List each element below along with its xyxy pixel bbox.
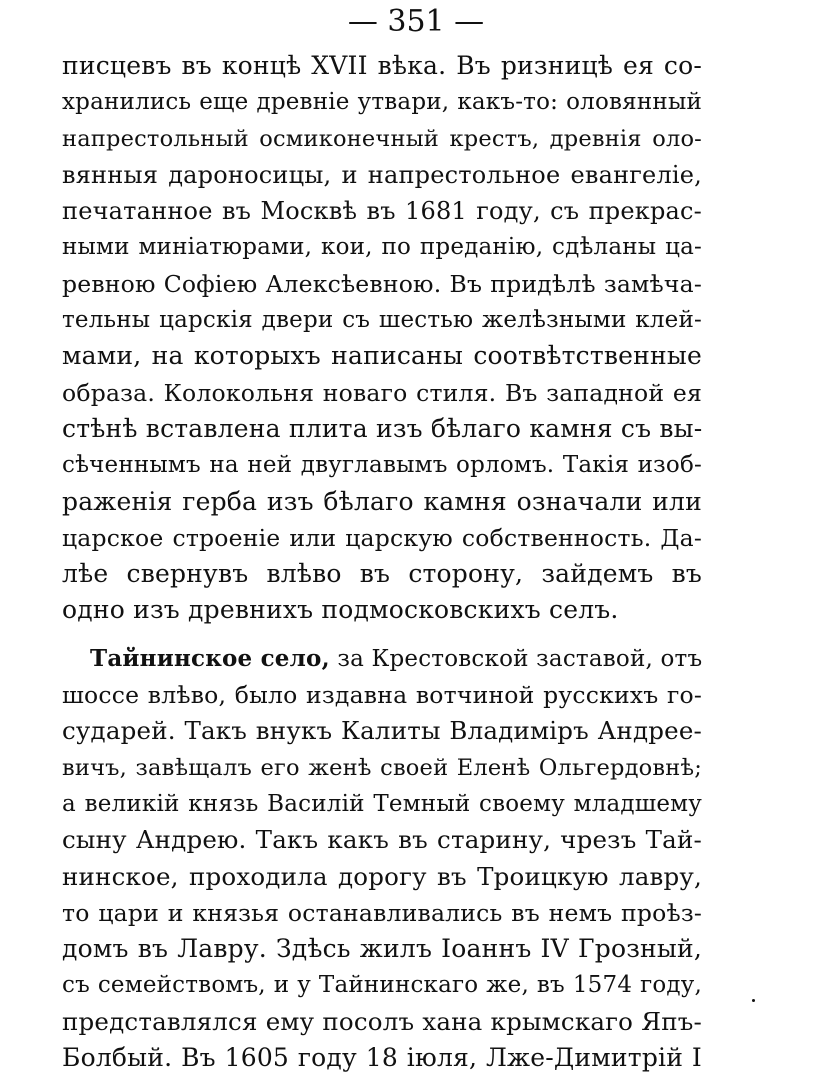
margin-speck xyxy=(752,999,755,1002)
text-line: напрестольный осмиконечный крестъ, древнія оло- xyxy=(62,125,702,152)
text-line: тельны царскія двери съ шестью желѣзными клей- xyxy=(62,307,702,334)
text-line: Болбый. Въ 1605 году 18 іюля, Лже-Димитрій I xyxy=(62,1043,702,1073)
text-line: шоссе влѣво, было издавна вотчиной русскихъ го- xyxy=(62,681,702,710)
text-fragment: за Крестовской заставой, отъ xyxy=(329,645,703,672)
page-number: — 351 — xyxy=(347,4,485,39)
text-line: лѣе свернувъ влѣво въ сторону, зайдемъ въ xyxy=(62,559,702,589)
text-line: стѣнѣ вставлена плита изъ бѣлаго камня съ вы- xyxy=(62,413,703,443)
text-line: домъ въ Лавру. Здѣсь жилъ Іоаннъ IV Грозный, xyxy=(62,934,702,964)
text-line xyxy=(62,641,702,677)
text-line: вичъ, завѣщалъ его женѣ своей Еленѣ Ольгердовнѣ; xyxy=(62,754,702,781)
text-line: сѣченнымъ на ней двуглавымъ орломъ. Такія изоб- xyxy=(62,452,702,479)
body-text xyxy=(62,48,702,1076)
paragraph-gap xyxy=(62,629,702,641)
text-line: образа. Колокольня новаго стиля. Въ западной ея xyxy=(62,378,702,407)
paragraph-1 xyxy=(62,48,702,629)
text-line: нинское, проходила дорогу въ Троицкую лавру, xyxy=(62,861,702,891)
text-line: хранились еще древніе утвари, какъ-то: оловянный xyxy=(62,89,702,116)
text-line: а великій князь Василій Темный своему младшему xyxy=(62,790,702,817)
text-line: представлялся ему посолъ хана крымскаго Япъ- xyxy=(62,1006,702,1036)
text-line: сударей. Такъ внукъ Калиты Владиміръ Андрее- xyxy=(62,716,702,746)
paragraph-lead: Тайнинское село, xyxy=(90,644,330,672)
text-line: одно изъ древнихъ подмосковскихъ селъ. xyxy=(62,595,619,625)
text-line: ными миніатюрами, кои, по преданію, сдѣланы ца- xyxy=(62,234,702,261)
text-line: съ семействомъ, и у Тайнинскаго же, въ 1574 году, xyxy=(62,972,702,999)
text-line: ревною Софіею Алексѣевною. Въ придѣлѣ замѣча- xyxy=(62,269,702,298)
text-line: то цари и князья останавливались въ немъ проѣз- xyxy=(62,898,702,927)
text-line: сыну Андрею. Такъ какъ въ старину, чрезъ Тай- xyxy=(62,825,702,855)
text-line: раженія герба изъ бѣлаго камня означали или xyxy=(62,486,702,516)
text-line: печатанное въ Москвѣ въ 1681 году, съ прекрас- xyxy=(62,197,702,226)
paragraph-2 xyxy=(62,641,702,1076)
text-line: мами, на которыхъ написаны соотвѣтственные xyxy=(62,341,702,371)
text-line: царское строеніе или царскую собственность. Да- xyxy=(62,523,702,552)
text-line: писцевъ въ концѣ XVII вѣка. Въ ризницѣ ея со- xyxy=(62,51,702,80)
text-line: вянныя дароносицы, и напрестольное евангеліе, xyxy=(62,160,702,189)
